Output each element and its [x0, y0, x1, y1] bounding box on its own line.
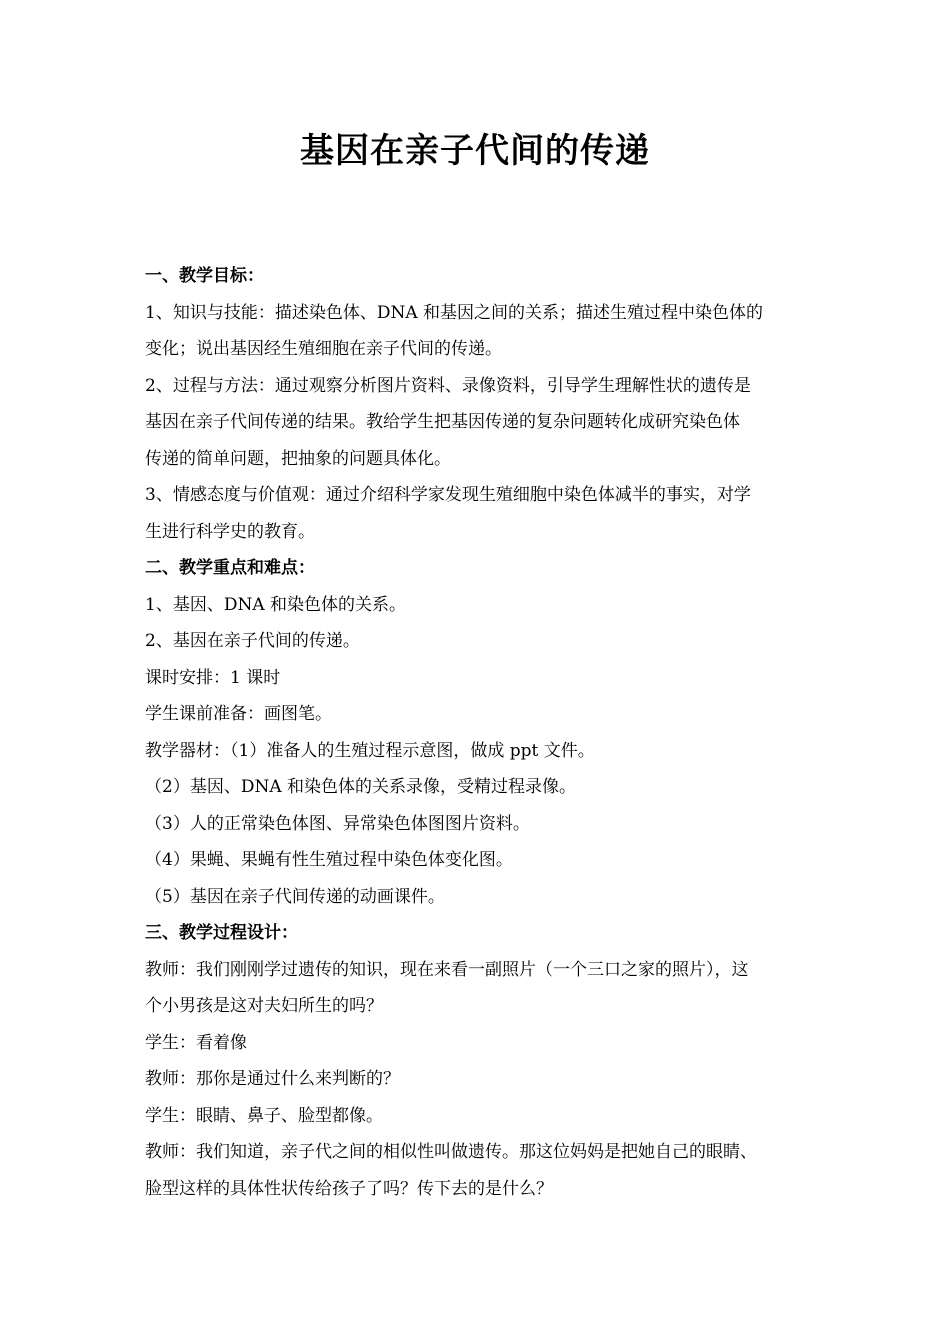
schedule-text: 课时安排：1 课时: [145, 667, 281, 688]
document-body: [145, 258, 809, 1207]
section-heading-goals: 一、教学目标：: [145, 266, 264, 286]
materials-item-3: （3）人的正常染色体图、异常染色体图图片资料。: [145, 813, 530, 834]
materials-item-2: （2）基因、DNA 和染色体的关系录像，受精过程录像。: [145, 777, 577, 797]
section-heading-process: 三、教学过程设计：: [145, 923, 298, 943]
dialogue-4: 学生：眼睛、鼻子、脸型都像。: [145, 1105, 383, 1126]
goal-2-line-2: 基因在亲子代间传递的结果。教给学生把基因传递的复杂问题转化成研究染色体: [145, 412, 740, 432]
goal-1-line-2: 变化；说出基因经生殖细胞在亲子代间的传递。: [145, 339, 502, 359]
goal-2-line-3: 传递的简单问题，把抽象的问题具体化。: [145, 448, 451, 469]
dialogue-5-line-2: 脸型这样的具体性状传给孩子了吗？传下去的是什么？: [145, 1178, 553, 1199]
dialogue-1-line-2: 个小男孩是这对夫妇所生的吗？: [145, 996, 383, 1016]
materials-item-1: 教学器材：（1）准备人的生殖过程示意图，做成 ppt 文件。: [145, 740, 595, 761]
materials-item-5: （5）基因在亲子代间传递的动画课件。: [145, 886, 445, 907]
key-point-1: 1、基因、DNA 和染色体的关系。: [145, 594, 407, 615]
goal-1-line-1: 1、知识与技能：描述染色体、DNA 和基因之间的关系；描述生殖过程中染色体的: [145, 302, 763, 323]
goal-3-line-1: 3、情感态度与价值观：通过介绍科学家发现生殖细胞中染色体减半的事实，对学: [145, 485, 751, 505]
student-prep-text: 学生课前准备：画图笔。: [145, 704, 332, 724]
section-heading-key-points: 二、教学重点和难点：: [145, 558, 315, 578]
dialogue-2: 学生：看着像: [145, 1032, 247, 1053]
dialogue-3: 教师：那你是通过什么来判断的？: [145, 1069, 400, 1089]
dialogue-1-line-1: 教师：我们刚刚学过遗传的知识，现在来看一副照片（一个三口之家的照片），这: [145, 959, 749, 980]
goal-3-line-2: 生进行科学史的教育。: [145, 521, 315, 542]
goal-2-line-1: 2、过程与方法：通过观察分析图片资料、录像资料，引导学生理解性状的遗传是: [145, 375, 751, 396]
document-title: 基因在亲子代间的传递: [300, 131, 650, 171]
materials-item-4: （4）果蝇、果蝇有性生殖过程中染色体变化图。: [145, 850, 513, 870]
dialogue-5-line-1: 教师：我们知道，亲子代之间的相似性叫做遗传。那这位妈妈是把她自己的眼睛、: [145, 1142, 757, 1162]
key-point-2: 2、基因在亲子代间的传递。: [145, 631, 360, 651]
